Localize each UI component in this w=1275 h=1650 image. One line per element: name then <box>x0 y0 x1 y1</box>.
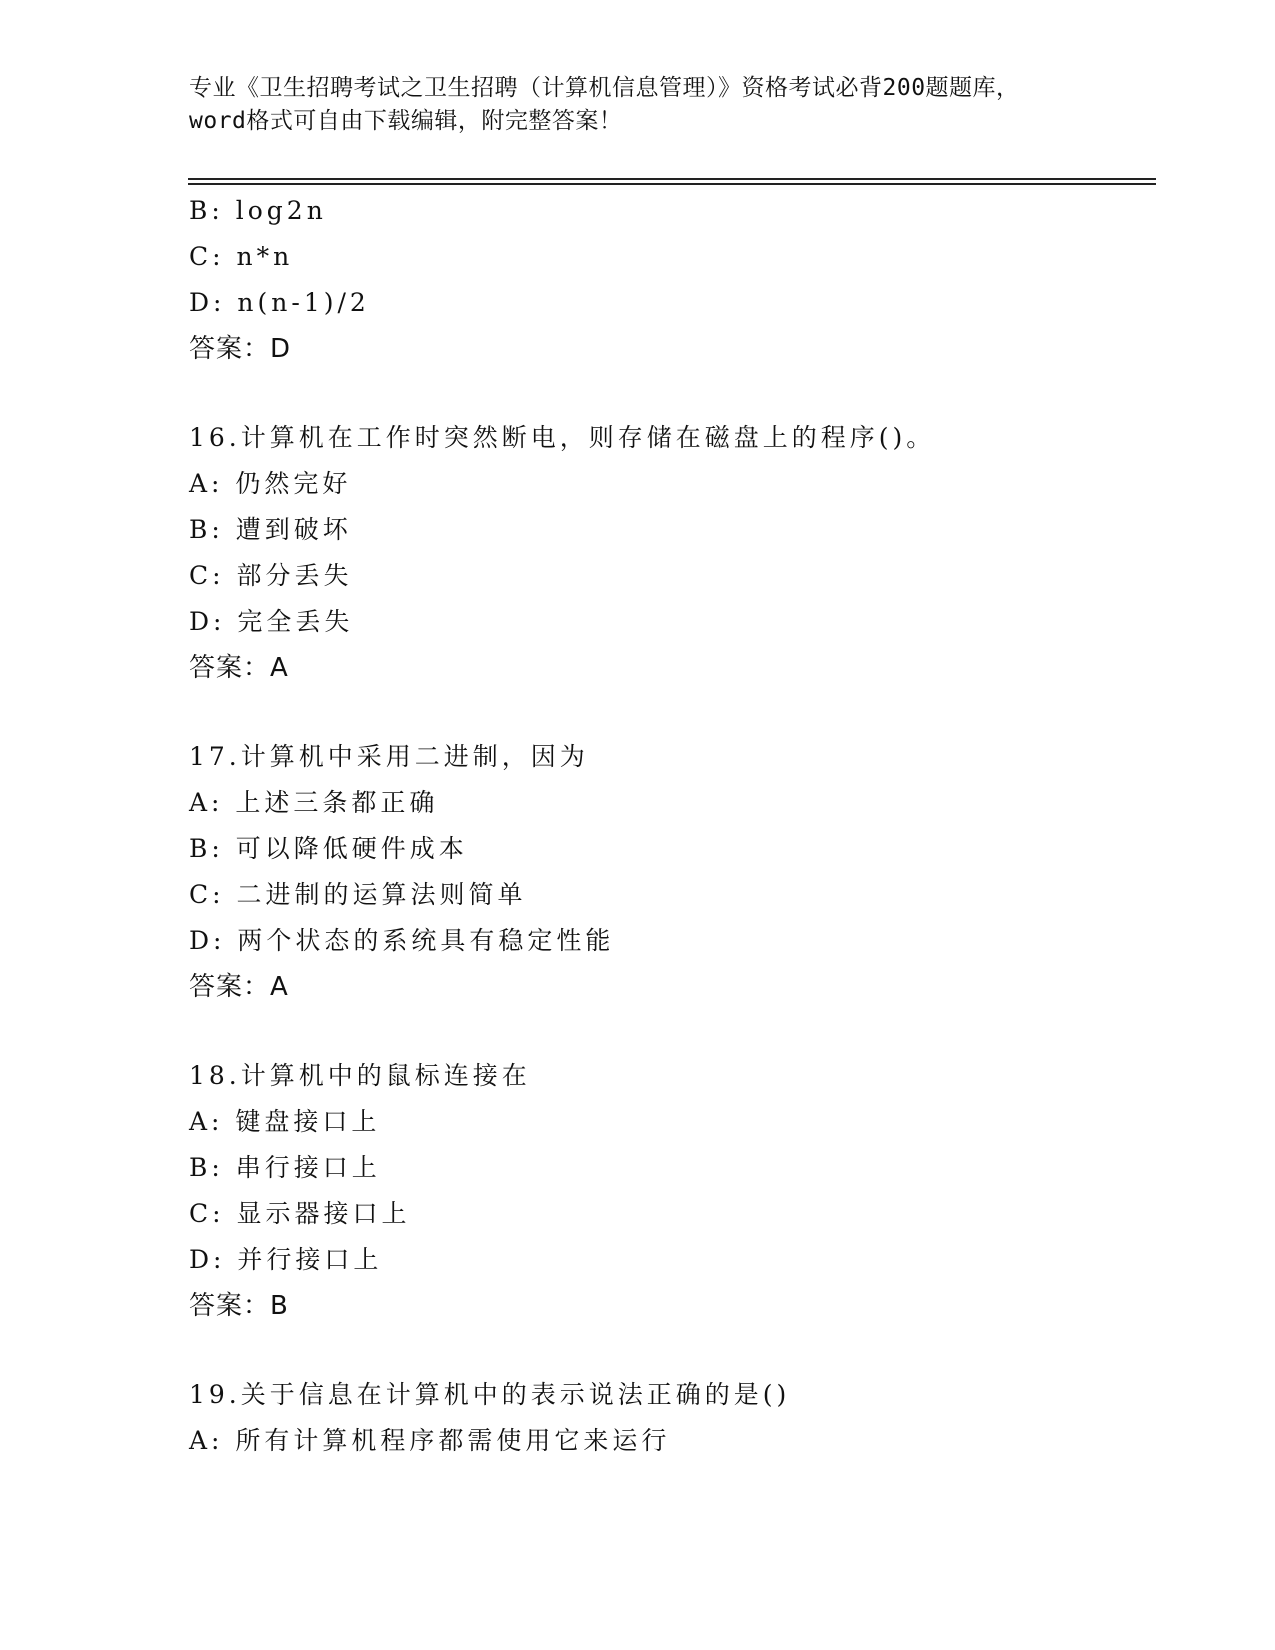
partial-question <box>189 188 1129 372</box>
question-18 <box>189 1053 1129 1329</box>
option-a: A: 所有计算机程序都需使用它来运行 <box>189 1426 671 1455</box>
question-stem: 18.计算机中的鼠标连接在 <box>189 1061 531 1090</box>
option-b: B: log2n <box>189 196 327 225</box>
option-b: B: 遭到破坏 <box>189 515 352 544</box>
option-c: C: 显示器接口上 <box>189 1199 411 1228</box>
answer-line: 答案：D <box>189 334 292 364</box>
option-a: A: 仍然完好 <box>189 469 352 498</box>
header-divider-bottom <box>188 183 1156 185</box>
option-d: D: 两个状态的系统具有稳定性能 <box>189 926 615 955</box>
option-c: C: n*n <box>189 242 294 271</box>
question-16 <box>189 415 1129 691</box>
option-c: C: 二进制的运算法则简单 <box>189 880 527 909</box>
answer-line: 答案：A <box>189 972 289 1002</box>
option-d: D: 完全丢失 <box>189 607 354 636</box>
question-stem: 17.计算机中采用二进制，因为 <box>189 742 589 771</box>
header-line-2: word格式可自由下载编辑，附完整答案！ <box>189 108 623 134</box>
question-17 <box>189 734 1129 1010</box>
option-d: D: n(n-1)/2 <box>189 288 370 317</box>
answer-line: 答案：A <box>189 653 289 683</box>
question-list <box>189 188 1129 1464</box>
question-stem: 16.计算机在工作时突然断电，则存储在磁盘上的程序()。 <box>189 423 936 452</box>
header-divider-top <box>188 178 1156 180</box>
option-c: C: 部分丢失 <box>189 561 353 590</box>
document-header <box>189 72 1089 138</box>
option-d: D: 并行接口上 <box>189 1245 383 1274</box>
option-a: A: 键盘接口上 <box>189 1107 381 1136</box>
question-stem: 19.关于信息在计算机中的表示说法正确的是() <box>189 1380 791 1409</box>
answer-line: 答案：B <box>189 1291 289 1321</box>
option-b: B: 可以降低硬件成本 <box>189 834 468 863</box>
question-19 <box>189 1372 1129 1464</box>
option-a: A: 上述三条都正确 <box>189 788 439 817</box>
option-b: B: 串行接口上 <box>189 1153 381 1182</box>
header-line-1: 专业《卫生招聘考试之卫生招聘（计算机信息管理）》资格考试必背200题题库， <box>189 75 1020 101</box>
